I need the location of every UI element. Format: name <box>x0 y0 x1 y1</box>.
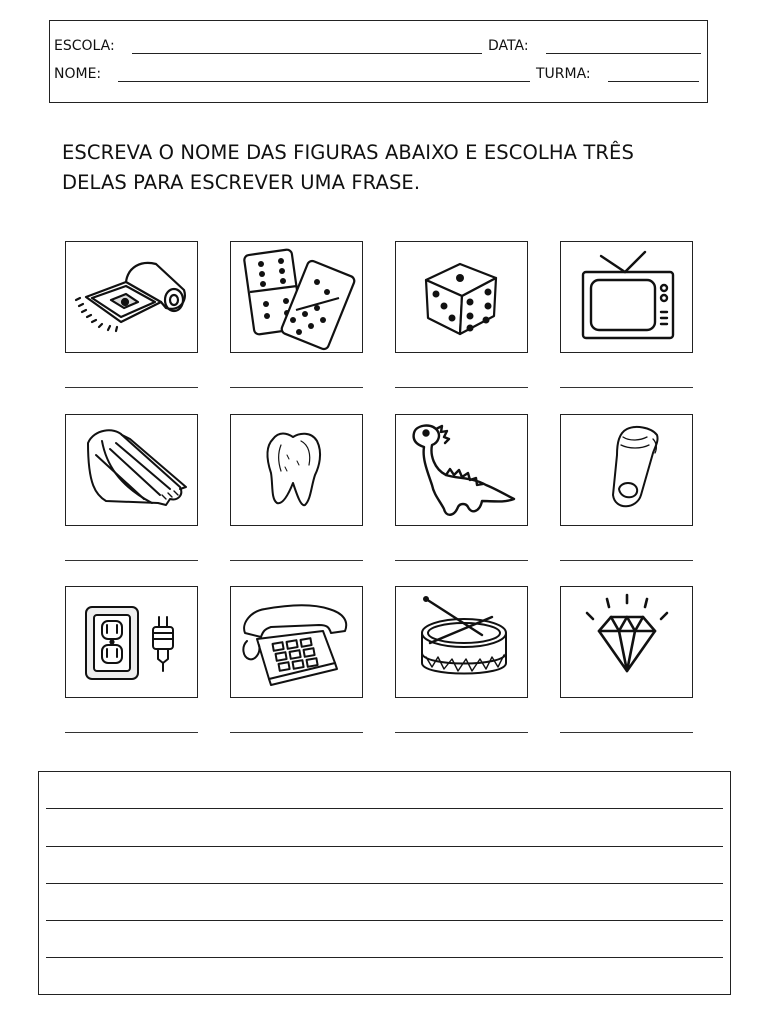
instruction-text <box>62 138 722 198</box>
instruction-line-1: ESCREVA O NOME DAS FIGURAS ABAIXO E ESCOLHA TRÊS <box>62 141 634 164</box>
answer-line-8[interactable] <box>560 560 693 561</box>
picture-card-tooth <box>230 414 363 526</box>
answer-line-11[interactable] <box>395 732 528 733</box>
answer-line-3[interactable] <box>395 387 528 388</box>
header-row-school <box>50 35 707 57</box>
class-field[interactable] <box>608 81 699 82</box>
answer-line-4[interactable] <box>560 387 693 388</box>
picture-card-dominoes <box>230 241 363 353</box>
answer-line-5[interactable] <box>65 560 198 561</box>
instruction-line-2: DELAS PARA ESCREVER UMA FRASE. <box>62 171 421 194</box>
picture-card-roof-tile <box>65 414 198 526</box>
answer-line-7[interactable] <box>395 560 528 561</box>
picture-card-drum <box>395 586 528 698</box>
picture-card-television <box>560 241 693 353</box>
header-row-name <box>50 63 707 85</box>
date-label: DATA: <box>488 38 529 54</box>
dinosaur-icon <box>396 415 527 525</box>
answer-line-12[interactable] <box>560 732 693 733</box>
answer-line-6[interactable] <box>230 560 363 561</box>
finger-icon <box>561 415 692 525</box>
answer-line-2[interactable] <box>230 387 363 388</box>
sentence-line-1[interactable] <box>46 808 723 809</box>
answer-line-10[interactable] <box>230 732 363 733</box>
roof-tile-icon <box>66 415 197 525</box>
rug-icon <box>66 242 197 352</box>
sentence-line-5[interactable] <box>46 957 723 958</box>
picture-card-rug <box>65 241 198 353</box>
name-label: NOME: <box>54 66 102 82</box>
school-field[interactable] <box>132 53 482 54</box>
school-label: ESCOLA: <box>54 38 115 54</box>
dice-icon <box>396 242 527 352</box>
picture-card-dice <box>395 241 528 353</box>
outlet-plug-icon <box>66 587 197 697</box>
sentence-line-4[interactable] <box>46 920 723 921</box>
picture-card-telephone <box>230 586 363 698</box>
answer-line-1[interactable] <box>65 387 198 388</box>
television-icon <box>561 242 692 352</box>
sentence-writing-box <box>38 771 731 995</box>
dominoes-icon <box>231 242 362 352</box>
tooth-icon <box>231 415 362 525</box>
telephone-icon <box>231 587 362 697</box>
sentence-line-3[interactable] <box>46 883 723 884</box>
answer-line-9[interactable] <box>65 732 198 733</box>
class-label: TURMA: <box>536 66 591 82</box>
date-field[interactable] <box>546 53 701 54</box>
drum-icon <box>396 587 527 697</box>
picture-card-diamond <box>560 586 693 698</box>
diamond-icon <box>561 587 692 697</box>
picture-card-finger <box>560 414 693 526</box>
sentence-line-2[interactable] <box>46 846 723 847</box>
header-form <box>49 20 708 103</box>
picture-card-outlet-plug <box>65 586 198 698</box>
picture-card-dinosaur <box>395 414 528 526</box>
name-field[interactable] <box>118 81 530 82</box>
